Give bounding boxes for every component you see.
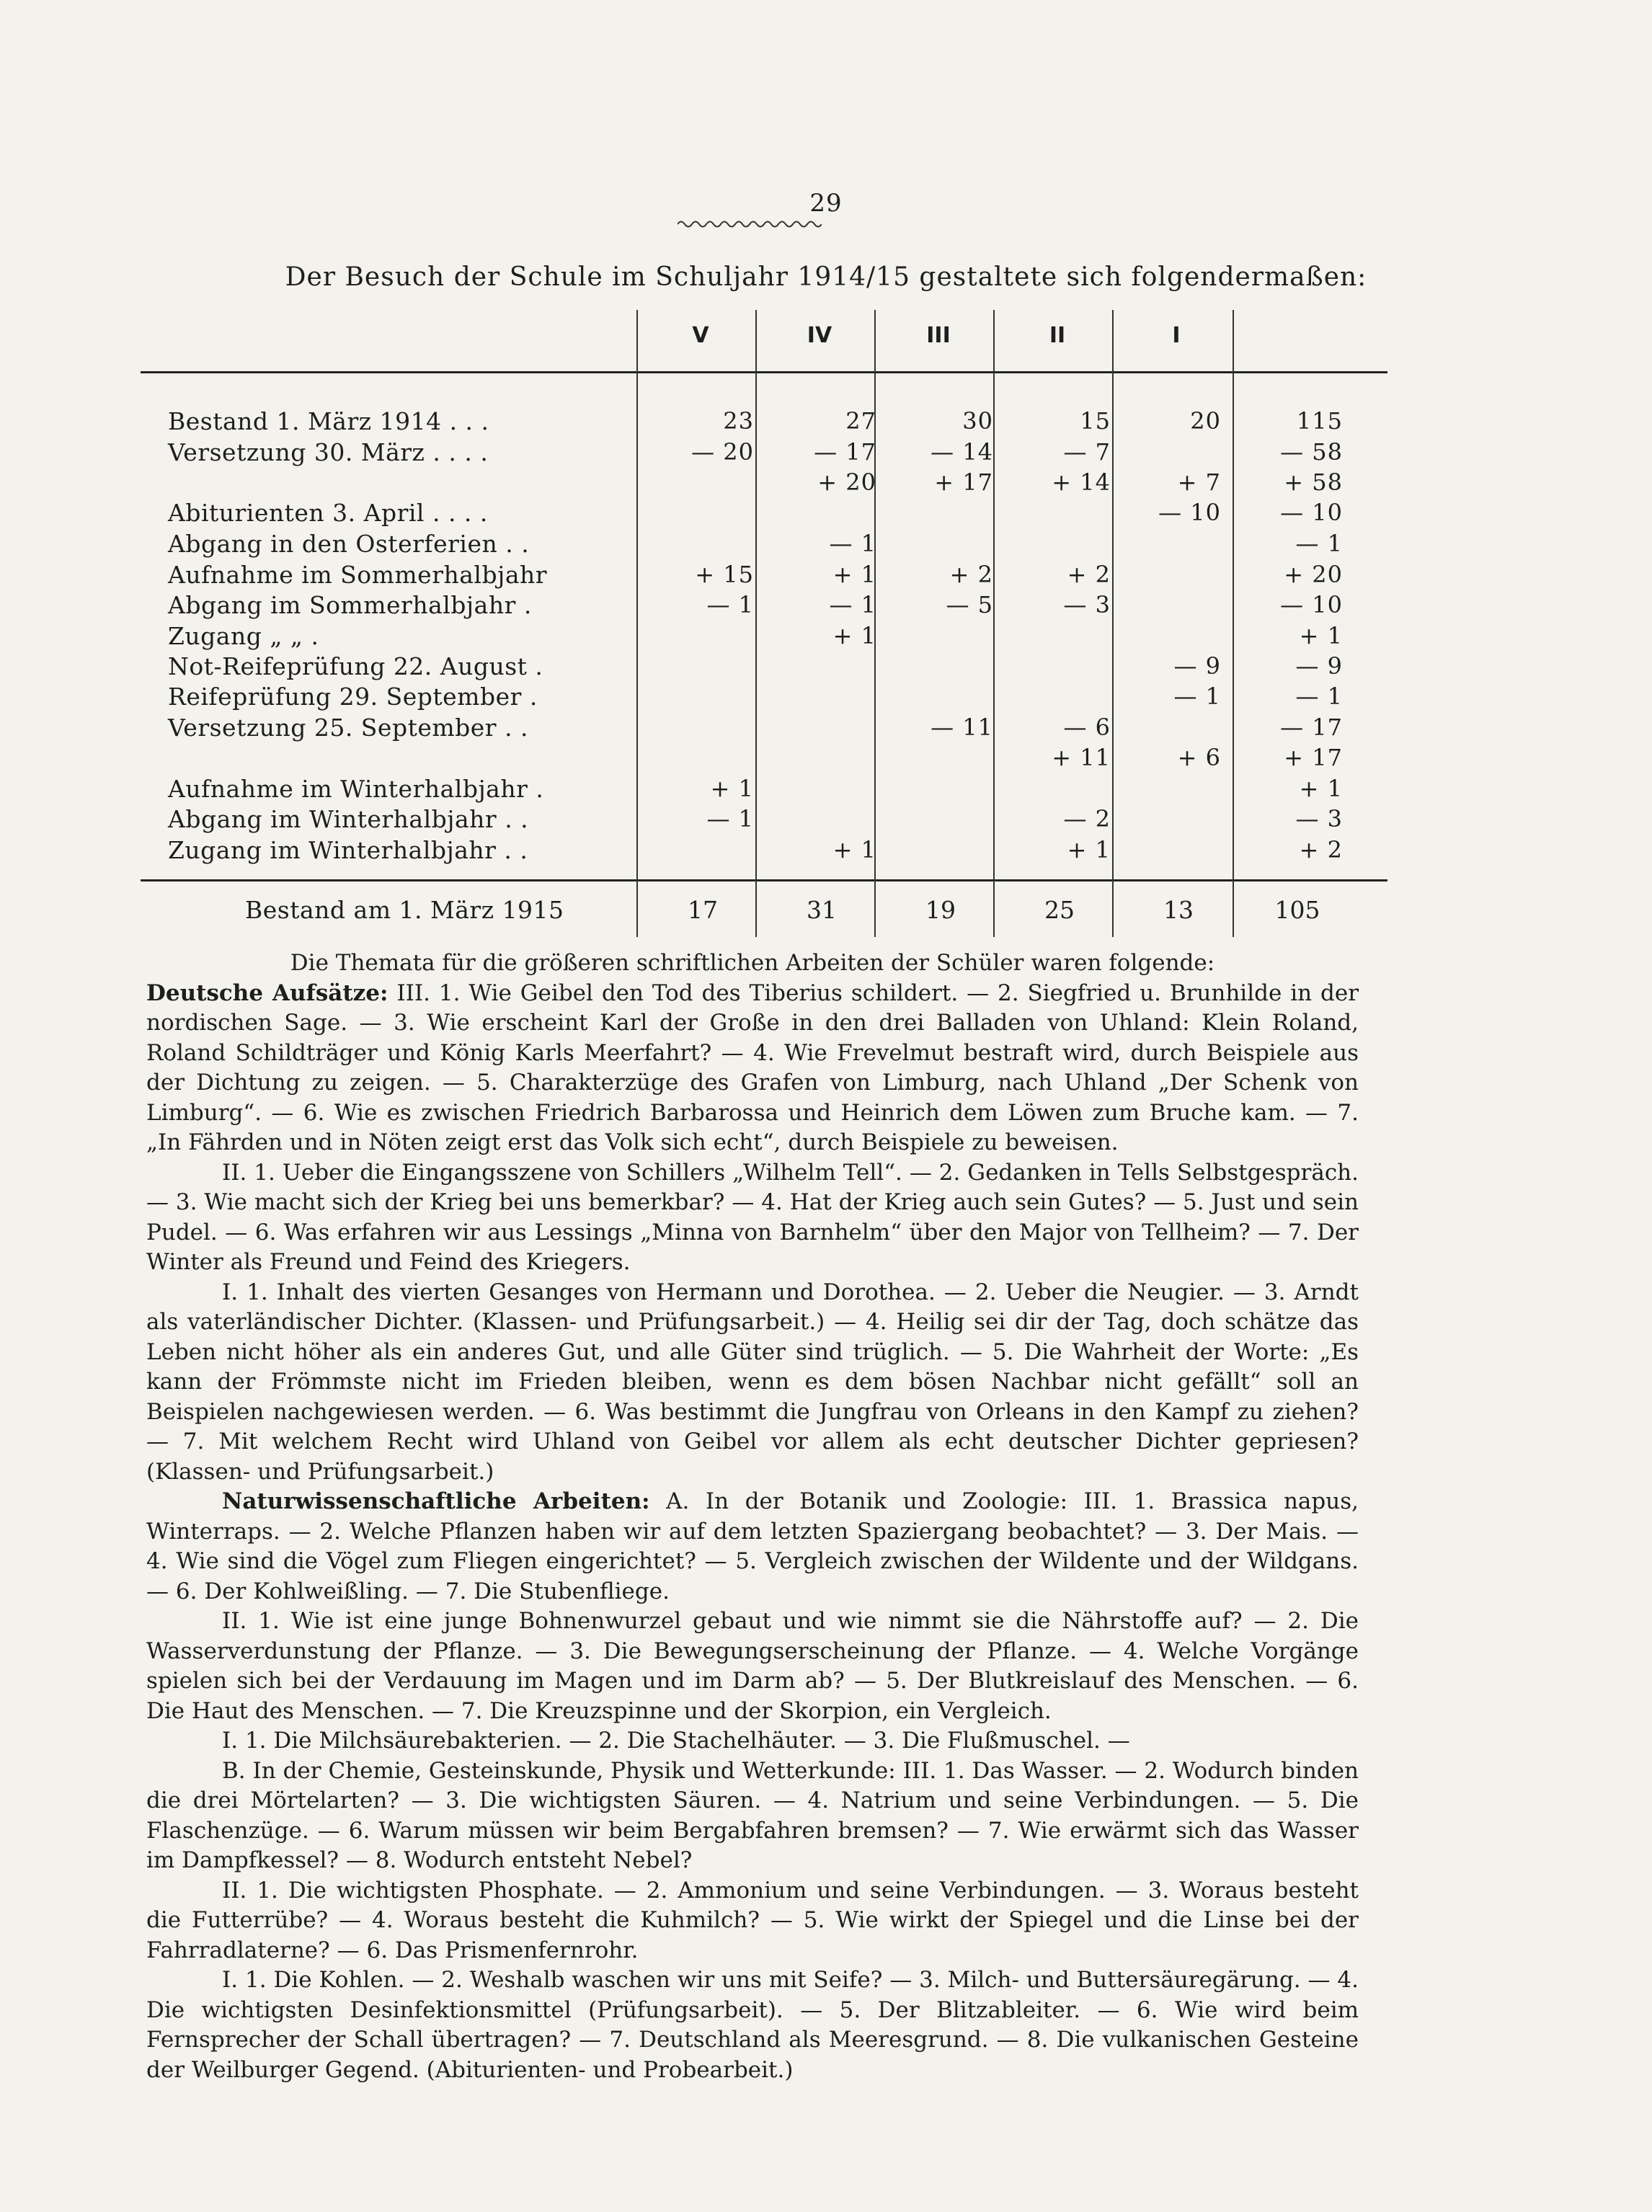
natur-A-I: I. 1. Die Milchsäurebakterien. — 2. Die Stachelhäuter. — 3. Die Flußmuschel. — bbox=[222, 1728, 1130, 1754]
table-cell: + 15 bbox=[695, 561, 754, 588]
table-cell: — 2 bbox=[1063, 805, 1111, 832]
table-cell: — 11 bbox=[931, 714, 993, 741]
row-label: Abgang im Sommerhalbjahr . bbox=[168, 591, 532, 619]
table-cell: 15 bbox=[1080, 407, 1111, 435]
table-title: Der Besuch der Schule im Schuljahr 1914/15 gestaltete sich folgendermaßen: bbox=[285, 262, 1367, 292]
table-cell: + 2 bbox=[949, 561, 993, 588]
column-header: IV bbox=[807, 323, 832, 348]
deutsch-heading: Deutsche Aufsätze: bbox=[146, 980, 388, 1006]
natur-B-intro: B. In der Chemie, Gesteinskunde, Physik und Wetterkunde: bbox=[222, 1757, 896, 1784]
table-cell: 115 bbox=[1296, 407, 1343, 435]
natur-A-intro: A. In der Botanik und Zoologie: bbox=[666, 1488, 1068, 1514]
table-cell: — 10 bbox=[1280, 591, 1343, 618]
table-rule-top bbox=[141, 371, 1387, 373]
table-cell: + 1 bbox=[1299, 775, 1343, 802]
row-label: Abgang im Winterhalbjahr . . bbox=[168, 805, 529, 833]
table-rule-bottom bbox=[141, 879, 1387, 881]
table-cell: — 5 bbox=[946, 591, 993, 618]
table-cell: + 11 bbox=[1052, 744, 1111, 771]
table-cell: 20 bbox=[1190, 407, 1221, 435]
table-cell: — 1 bbox=[706, 591, 754, 618]
deutsch-III bbox=[146, 979, 1359, 1158]
row-label: Bestand 1. März 1914 . . . bbox=[168, 407, 489, 435]
table-cell: — 14 bbox=[931, 438, 993, 466]
table-cell: + 7 bbox=[1177, 468, 1221, 496]
natur-A-III-text: III. 1. Brassica napus, Winterraps. — 2. Welche Pflanzen haben wir auf dem letzten Spaziergang beobachtet? — 3. Der Mais. — 4. Wie sind die Vögel zum Fliegen eingerichtet? — 5. Vergleich zwischen der Wildente und der Wildgans. — 6. Der Kohlweißling. — 7. Die Stubenfliege. bbox=[146, 1488, 1359, 1604]
natur-B-III-text: III. 1. Das Wasser. — 2. Wodurch binden die drei Mörtelarten? — 3. Die wichtigsten Säuren. — 4. Natrium und seine Verbindungen. — 5. Die Flaschenzüge. — 6. Warum müssen wir beim Bergabfahren bremsen? — 7. Wie erwärmt sich das Wasser im Dampfkessel? — 8. Wodurch entsteht Nebel? bbox=[146, 1757, 1359, 1873]
natur-heading: Naturwissenschaftliche Arbeiten: bbox=[222, 1488, 650, 1514]
table-cell: — 1 bbox=[1295, 530, 1343, 557]
deutsch-II: II. 1. Ueber die Eingangsszene von Schillers „Wilhelm Tell“. — 2. Gedanken in Tells Selbstgespräch. — 3. Wie macht sich der Krieg bei uns bemerkbar? — 4. Hat der Krieg auch sein Gutes? — 5. Just und sein Pudel. — 6. Was erfahren wir aus Lessings „Minna von Barnhelm“ über den Major von Tellheim? — 7. Der Winter als Freund und Feind des Kriegers. bbox=[146, 1159, 1359, 1275]
table-cell: — 9 bbox=[1173, 652, 1221, 680]
deutsch-III-text: III. 1. Wie Geibel den Tod des Tiberius schildert. — 2. Siegfried u. Brunhilde in der nordischen Sage. — 3. Wie erscheint Karl der Große in den drei Balladen von Uhland: Klein Roland, Roland Schildträger und König Karls Meerfahrt? — 4. Wie Frevelmut bestraft wird, durch Beispiele aus der Dichtung zu zeigen. — 5. Charakterzüge des Grafen von Limburg, nach Uhland „Der Schenk von Limburg“. — 6. Wie es zwischen Friedrich Barbarossa und Heinrich dem Löwen zum Bruche kam. — 7. „In Fährden und in Nöten zeigt erst das Volk sich echt“, durch Beispiele zu beweisen. bbox=[146, 980, 1359, 1155]
table-cell: — 1 bbox=[829, 591, 876, 618]
row-label: Abiturienten 3. April . . . . bbox=[168, 499, 488, 527]
table-cell: + 1 bbox=[1067, 836, 1111, 863]
table-cell: — 1 bbox=[706, 805, 754, 832]
table-cell: + 1 bbox=[832, 561, 876, 588]
page-number: 29 bbox=[809, 189, 843, 218]
total-cell: 13 bbox=[1163, 896, 1194, 924]
table-cell: — 1 bbox=[1173, 683, 1221, 710]
table-cell: + 2 bbox=[1299, 836, 1343, 863]
column-header: V bbox=[692, 323, 709, 348]
table-cell: — 1 bbox=[1295, 683, 1343, 710]
essay-topics-text bbox=[146, 949, 1359, 2085]
intro-line: Die Themata für die größeren schriftlichen Arbeiten der Schüler waren folgende: bbox=[290, 950, 1215, 976]
table-cell: — 6 bbox=[1063, 714, 1111, 741]
table-cell: 30 bbox=[962, 407, 993, 435]
natur-B-III bbox=[146, 1756, 1359, 1876]
ornament-squiggle bbox=[678, 218, 822, 231]
column-header: II bbox=[1049, 323, 1066, 348]
row-label: Versetzung 30. März . . . . bbox=[168, 438, 489, 466]
column-header: III bbox=[926, 323, 951, 348]
table-cell: — 17 bbox=[814, 438, 876, 466]
table-cell: 23 bbox=[723, 407, 754, 435]
total-cell: 19 bbox=[925, 896, 956, 924]
table-cell: + 17 bbox=[1284, 744, 1343, 771]
table-cell: + 1 bbox=[1299, 622, 1343, 649]
table-cell: + 1 bbox=[710, 775, 754, 802]
table-column-rule bbox=[1112, 310, 1114, 937]
table-cell: — 3 bbox=[1295, 805, 1343, 832]
total-cell: 31 bbox=[807, 896, 837, 924]
row-label: Reifeprüfung 29. September . bbox=[168, 683, 538, 711]
table-cell: — 3 bbox=[1063, 591, 1111, 618]
table-cell: + 14 bbox=[1052, 468, 1111, 496]
total-cell: 105 bbox=[1274, 896, 1320, 924]
table-cell: — 20 bbox=[691, 438, 754, 466]
total-cell: 25 bbox=[1044, 896, 1075, 924]
table-cell: + 2 bbox=[1067, 561, 1111, 588]
table-cell: + 6 bbox=[1177, 744, 1221, 771]
column-header: I bbox=[1172, 323, 1181, 348]
table-cell: + 1 bbox=[832, 836, 876, 863]
table-column-rule bbox=[755, 310, 757, 937]
table-cell: + 20 bbox=[817, 468, 876, 496]
row-label: Abgang in den Osterferien . . bbox=[168, 530, 530, 558]
table-cell: — 1 bbox=[829, 530, 876, 557]
table-cell: + 58 bbox=[1284, 468, 1343, 496]
table-cell: 27 bbox=[845, 407, 876, 435]
table-cell: — 17 bbox=[1280, 714, 1343, 741]
table-cell: + 17 bbox=[934, 468, 993, 496]
total-cell: 17 bbox=[688, 896, 718, 924]
row-label: Zugang im Winterhalbjahr . . bbox=[168, 836, 528, 864]
deutsch-I: I. 1. Inhalt des vierten Gesanges von Hermann und Dorothea. — 2. Ueber die Neugier. — 3. Arndt als vaterländischer Dichter. (Klassen- und Prüfungsarbeit.) — 4. Heilig sei dir der Tag, doch schätze das Leben nicht höher als ein anderes Gut, und alle Güter sind trüglich. — 5. Die Wahrheit der Worte: „Es kann der Frömmste nicht im Frieden bleiben, wenn es dem bösen Nachbar nicht gefällt“ soll an Beispielen nachgewiesen werden. — 6. Was bestimmt die Jungfrau von Orleans in den Kampf zu ziehen? — 7. Mit welchem Recht wird Uhland von Geibel vor allem als echt deutscher Dichter gepriesen? (Klassen- und Prüfungsarbeit.) bbox=[146, 1279, 1359, 1485]
table-cell: — 58 bbox=[1280, 438, 1343, 466]
row-label: Aufnahme im Winterhalbjahr . bbox=[168, 775, 544, 803]
natur-A-II: II. 1. Wie ist eine junge Bohnenwurzel gebaut und wie nimmt sie die Nährstoffe auf? — 2. Die Wasserverdunstung der Pflanze. — 3. Die Bewegungserscheinung der Pflanze. — 4. Welche Vorgänge spielen sich bei der Verdauung im Magen und im Darm ab? — 5. Der Blutkreislauf des Menschen. — 6. Die Haut des Menschen. — 7. Die Kreuzspinne und der Skorpion, ein Vergleich. bbox=[146, 1608, 1359, 1724]
row-label: Versetzung 25. September . . bbox=[168, 714, 529, 742]
natur-B-II: II. 1. Die wichtigsten Phosphate. — 2. Ammonium und seine Verbindungen. — 3. Woraus besteht die Futterrübe? — 4. Woraus besteht die Kuhmilch? — 5. Wie wirkt der Spiegel und die Linse bei der Fahrradlaterne? — 6. Das Prismenfernrohr. bbox=[146, 1877, 1359, 1963]
table-column-rule bbox=[993, 310, 995, 937]
natur-A-III bbox=[146, 1487, 1359, 1607]
table-cell: — 10 bbox=[1280, 499, 1343, 526]
row-label: Not-Reifeprüfung 22. August . bbox=[168, 652, 543, 680]
table-cell: + 1 bbox=[832, 622, 876, 649]
row-label: Aufnahme im Sommerhalbjahr bbox=[168, 561, 548, 589]
row-label: Zugang „ „ . bbox=[168, 622, 319, 650]
table-cell: — 10 bbox=[1158, 499, 1221, 526]
table-column-rule bbox=[636, 310, 638, 937]
table-cell: + 20 bbox=[1284, 561, 1343, 588]
total-row-label: Bestand am 1. März 1915 bbox=[245, 896, 564, 924]
natur-B-I: I. 1. Die Kohlen. — 2. Weshalb waschen wir uns mit Seife? — 3. Milch- und Buttersäuregärung. — 4. Die wichtigsten Desinfektionsmittel (Prüfungsarbeit). — 5. Der Blitzableiter. — 6. Wie wird beim Fernsprecher der Schall übertragen? — 7. Deutschland als Meeresgrund. — 8. Die vulkanischen Gesteine der Weilburger Gegend. (Abiturienten- und Probearbeit.) bbox=[146, 1967, 1359, 2083]
table-cell: — 7 bbox=[1063, 438, 1111, 466]
table-cell: — 9 bbox=[1295, 652, 1343, 680]
